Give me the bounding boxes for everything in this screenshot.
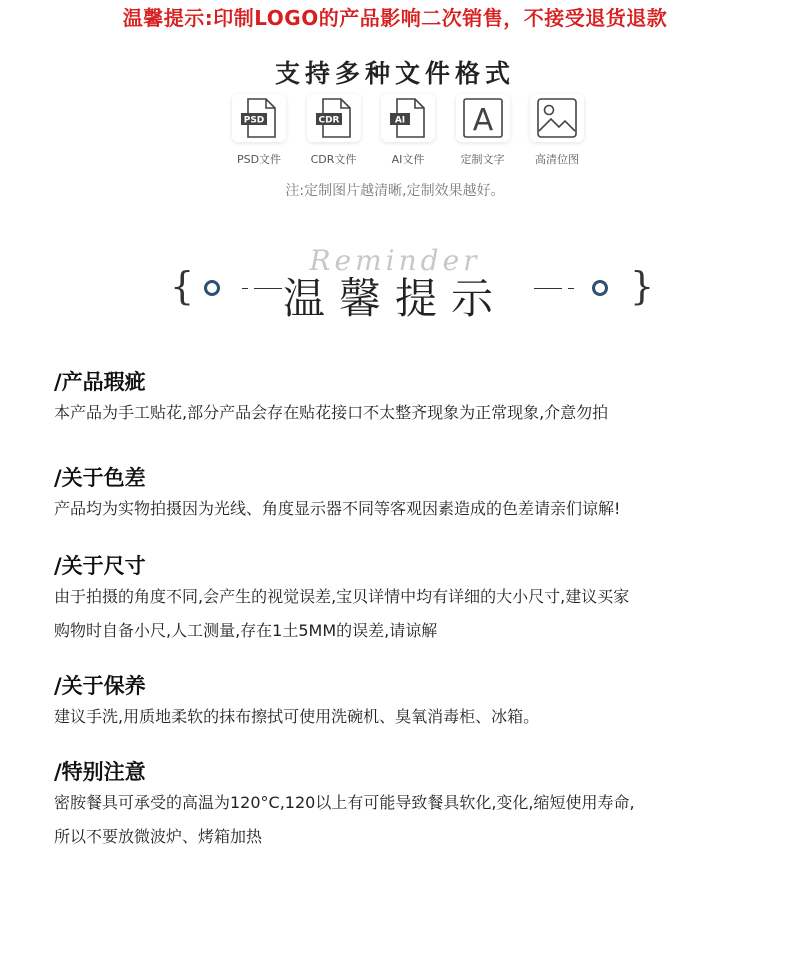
section-title: /关于尺寸 xyxy=(54,554,146,578)
right-dash xyxy=(568,288,574,289)
formats-title: 支持多种文件格式 xyxy=(274,59,515,88)
right-line xyxy=(534,288,562,289)
format-label: 高清位图 xyxy=(535,153,579,166)
section-special xyxy=(54,758,754,854)
section-text: 密胺餐具可承受的高温为120°C,120以上有可能导致餐具软化,变化,缩短使用寿命, xyxy=(54,793,635,812)
section-text: 建议手洗,用质地柔软的抹布擦拭可使用洗碗机、臭氧消毒柜、冰箱。 xyxy=(54,707,540,726)
ai-badge: AI xyxy=(394,115,406,126)
warning-banner: 温馨提示:印制LOGO的产品影响二次销售，不接受退货退款 xyxy=(122,6,668,30)
ai-file-icon xyxy=(381,94,435,142)
clarity-note: 注:定制图片越清晰,定制效果越好。 xyxy=(285,183,505,199)
section-title: /关于色差 xyxy=(54,466,146,490)
format-ai xyxy=(377,94,439,174)
right-brace: } xyxy=(630,264,655,308)
section-color xyxy=(54,464,754,526)
section-title: /产品瑕疵 xyxy=(54,370,146,394)
image-icon xyxy=(530,94,584,142)
section-title: /关于保养 xyxy=(54,674,146,698)
section-defects xyxy=(54,368,754,430)
reminder-english: Reminder xyxy=(309,244,481,277)
file-format-list xyxy=(228,94,588,174)
text-letter-icon xyxy=(456,94,510,142)
text-glyph: A xyxy=(472,103,493,138)
section-text: 本产品为手工贴花,部分产品会存在贴花接口不太整齐现象为正常现象,介意勿拍 xyxy=(54,403,609,422)
format-image xyxy=(526,94,588,174)
format-label: CDR文件 xyxy=(310,153,357,166)
section-text: 购物时自备小尺,人工测量,存在1土5MM的误差,请谅解 xyxy=(54,621,438,640)
psd-file-icon xyxy=(232,94,286,142)
section-size xyxy=(54,552,754,648)
psd-badge: PSD xyxy=(243,115,265,126)
format-label: 定制文字 xyxy=(460,153,505,166)
reminder-title: 温馨提示 xyxy=(282,274,507,323)
section-care xyxy=(54,672,754,734)
format-psd xyxy=(228,94,290,174)
format-label: AI文件 xyxy=(391,153,425,166)
format-cdr xyxy=(303,94,365,174)
section-title: /特别注意 xyxy=(54,760,146,784)
left-brace: { xyxy=(170,264,195,308)
format-label: PSD文件 xyxy=(236,153,282,166)
cdr-badge: CDR xyxy=(317,115,340,126)
cdr-file-icon xyxy=(307,94,361,142)
section-text: 由于拍摄的角度不同,会产生的视觉误差,宝贝详情中均有详细的大小尺寸,建议买家 xyxy=(54,587,630,606)
section-text: 产品均为实物拍摄因为光线、角度显示器不同等客观因素造成的色差请亲们谅解! xyxy=(54,499,621,518)
format-text xyxy=(452,94,514,174)
section-text: 所以不要放微波炉、烤箱加热 xyxy=(54,827,263,846)
reminder-header xyxy=(0,240,790,330)
right-dot-icon xyxy=(592,280,608,296)
